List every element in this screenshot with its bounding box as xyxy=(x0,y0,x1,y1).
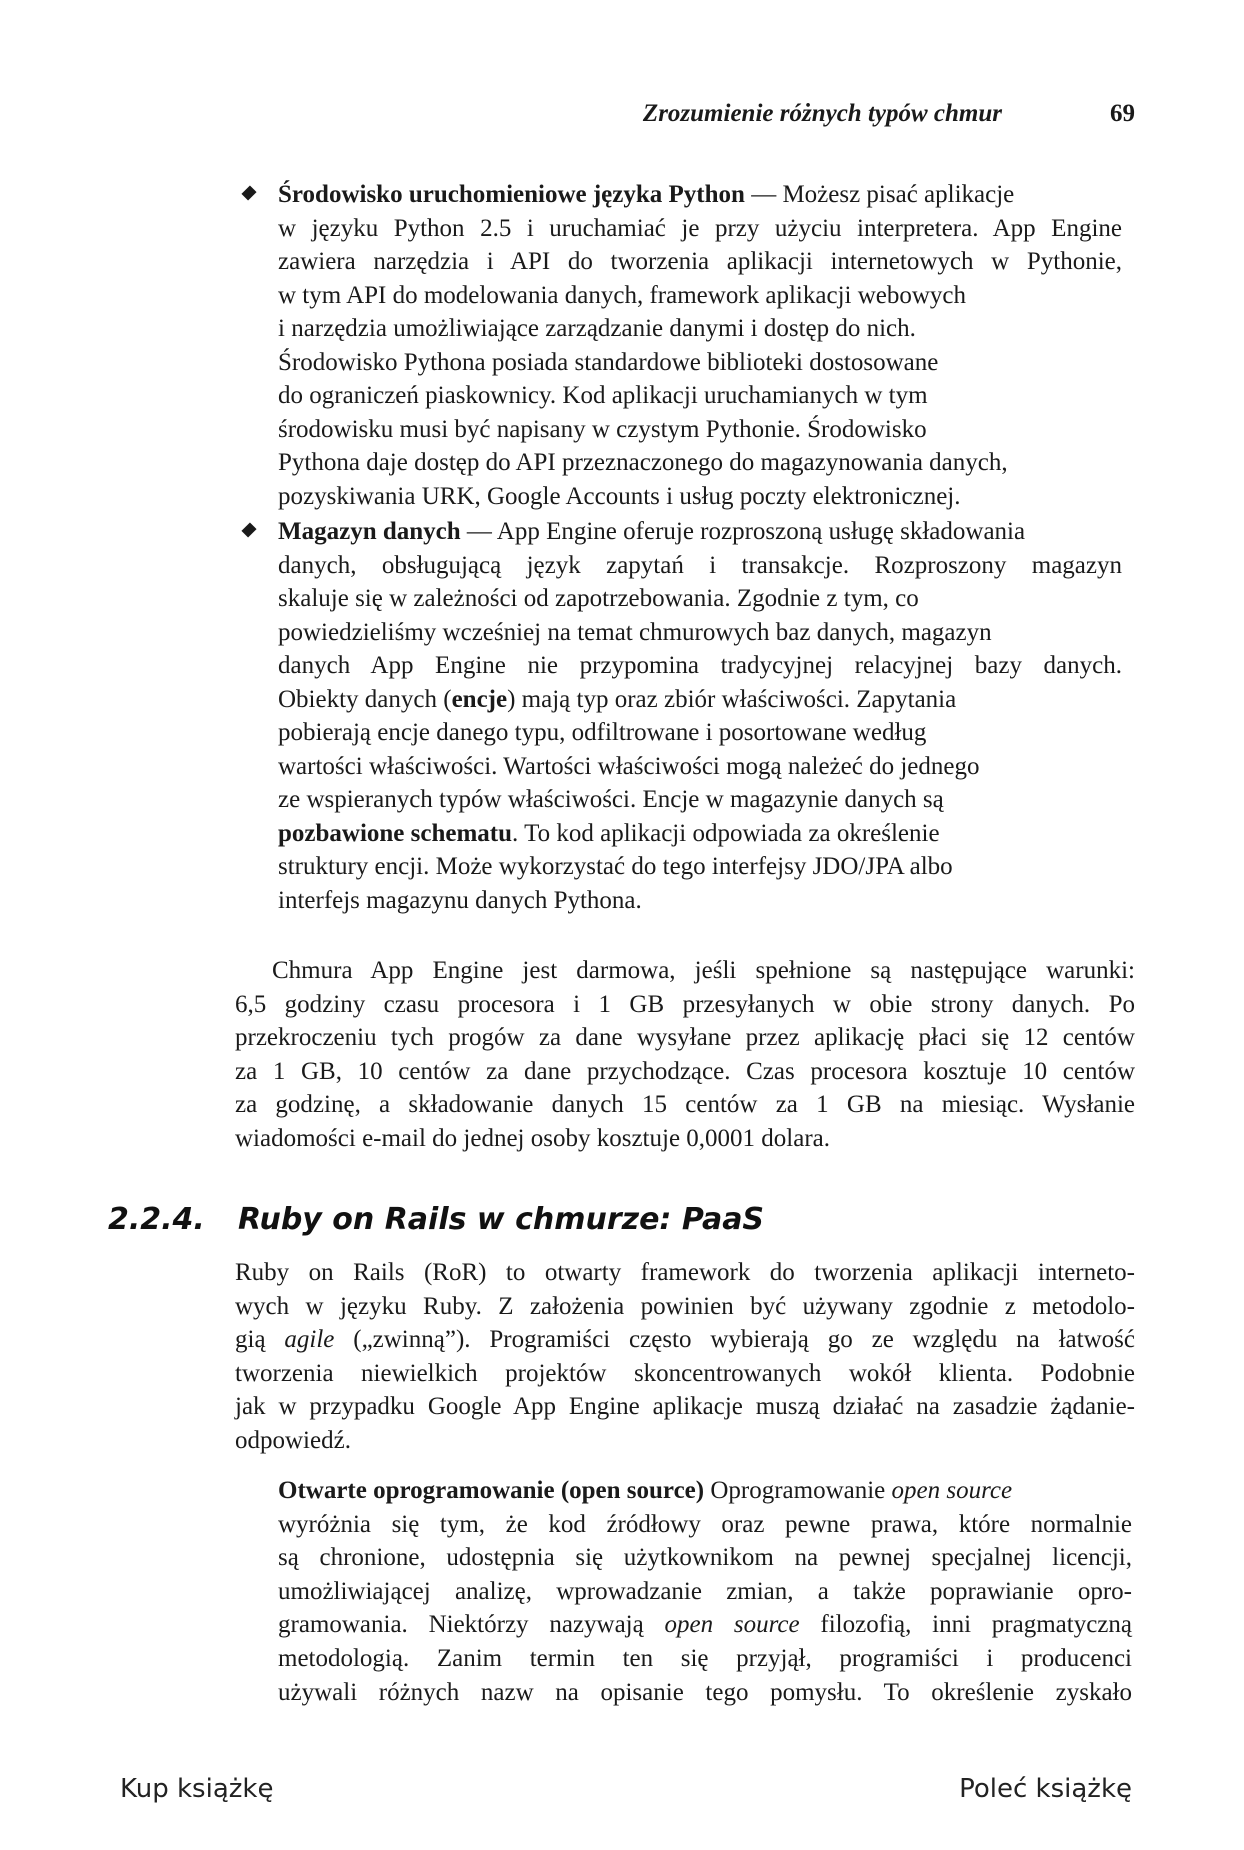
paragraph-line: wiadomości e-mail do jednej osoby kosztuje 0,0001 dolara. xyxy=(235,1124,831,1152)
bullet-text: w języku Python 2.5 i uruchamiać je przy użyciu interpretera. App Engine xyxy=(278,214,1122,242)
definition-text: umożliwiającej analizę, wprowadzanie zmian, a także poprawianie opro- xyxy=(278,1577,1132,1605)
bullet-text: pozyskiwania URK, Google Accounts i usług poczty elektronicznej. xyxy=(278,482,961,510)
bullet-datastore xyxy=(240,515,1122,917)
bullet-text: wartości właściwości. Wartości właściwości mogą należeć do jednego xyxy=(278,752,980,780)
paragraph-line: tworzenia niewielkich projektów skoncentrowanych wokół klienta. Podobnie xyxy=(235,1359,1135,1387)
bullet-python-runtime xyxy=(240,178,1122,513)
bullet-text: Środowisko Pythona posiada standardowe biblioteki dostosowane xyxy=(278,348,939,376)
bullet-text: do ograniczeń piaskownicy. Kod aplikacji uruchamianych w tym xyxy=(278,382,928,409)
diamond-bullet-icon xyxy=(241,522,256,537)
paragraph-line: Chmura App Engine jest darmowa, jeśli spełnione są następujące warunki: xyxy=(272,957,1135,984)
ror-paragraph xyxy=(235,1256,1135,1458)
pricing-paragraph xyxy=(235,954,1135,1156)
paragraph-line: za 1 GB, 10 centów za dane przychodzące. Czas procesora kosztuje 10 centów xyxy=(235,1057,1135,1085)
paragraph-line: gią xyxy=(235,1326,285,1354)
paragraph-line: jak w przypadku Google App Engine aplikacje muszą działać na zasadzie żądanie- xyxy=(235,1393,1135,1421)
section-number: 2.2.4. xyxy=(108,1202,205,1237)
bullet-text: skaluje się w zależności od zapotrzebowania. Zgodnie z tym, co xyxy=(278,585,919,612)
open-source-definition xyxy=(278,1474,1132,1709)
section-title: Ruby on Rails w chmurze: PaaS xyxy=(238,1202,765,1237)
bullet-text: — Możesz pisać aplikacje xyxy=(744,181,1015,208)
paragraph-line: odpowiedź. xyxy=(235,1426,351,1454)
definition-text: są chronione, udostępnia się użytkownikom na pewnej specjalnej licencji, xyxy=(278,1544,1132,1572)
bullet-lead: Magazyn danych xyxy=(278,518,461,545)
section-heading xyxy=(108,1202,764,1237)
paragraph-line: Ruby on Rails (RoR) to otwarty framework do tworzenia aplikacji interneto- xyxy=(235,1259,1135,1286)
bullet-text: danych, obsługującą język zapytań i transakcje. Rozproszony magazyn xyxy=(278,551,1122,579)
term-open-source: open source xyxy=(891,1477,1013,1504)
bullet-text: interfejs magazynu danych Pythona. xyxy=(278,886,642,914)
term-open-source: open source xyxy=(664,1611,800,1639)
definition-text: metodologią. Zanim termin ten się przyjął, programiści i producenci xyxy=(278,1644,1132,1672)
bullet-text: danych App Engine nie przypomina tradycyjnej relacyjnej bazy danych. xyxy=(278,652,1122,679)
definition-term: Otwarte oprogramowanie (open source) xyxy=(278,1477,705,1504)
bullet-text: ) mają typ oraz zbiór właściwości. Zapytania xyxy=(507,685,957,713)
paragraph-line: 6,5 godziny czasu procesora i 1 GB przesyłanych w obie strony danych. Po xyxy=(235,990,1135,1018)
bullet-text: Obiekty danych ( xyxy=(278,685,452,713)
bullet-text: środowisku musi być napisany w czystym Pythonie. Środowisko xyxy=(278,415,927,443)
page-number: 69 xyxy=(1110,100,1135,127)
definition-text: Oprogramowanie xyxy=(704,1477,892,1504)
paragraph-line: przekroczeniu tych progów za dane wysyłane przez aplikację płaci się 12 centów xyxy=(235,1024,1135,1052)
buy-book-link[interactable]: Kup książkę xyxy=(120,1774,274,1804)
bullet-text: Pythona daje dostęp do API przeznaczonego do magazynowania danych, xyxy=(278,449,1008,476)
diamond-bullet-icon xyxy=(241,185,256,200)
term-encje: encje xyxy=(451,685,508,713)
definition-text: gramowania. Niektórzy nazywają xyxy=(278,1611,665,1639)
running-header xyxy=(230,100,1135,128)
bullet-text: w tym API do modelowania danych, framework aplikacji webowych xyxy=(278,281,967,309)
bullet-text: ze wspieranych typów właściwości. Encje w magazynie danych są xyxy=(278,786,944,813)
bullet-text: powiedzieliśmy wcześniej na temat chmurowych baz danych, magazyn xyxy=(278,618,992,646)
paragraph-line: za godzinę, a składowanie danych 15 centów za 1 GB na miesiąc. Wysłanie xyxy=(235,1091,1135,1119)
chapter-title: Zrozumienie różnych typów chmur xyxy=(642,100,1002,127)
bullet-text: . To kod aplikacji odpowiada za określenie xyxy=(512,819,940,847)
paragraph-line: wych w języku Ruby. Z założenia powinien być używany zgodnie z metodolo- xyxy=(235,1292,1135,1320)
bullet-text: i narzędzia umożliwiające zarządzanie danymi i dostęp do nich. xyxy=(278,315,916,342)
definition-text: filozofią, inni pragmatyczną xyxy=(799,1611,1132,1639)
term-agile: agile xyxy=(284,1326,335,1354)
recommend-book-link[interactable]: Poleć książkę xyxy=(959,1774,1132,1804)
paragraph-line: („zwinną”). Programiści często wybierają go ze względu na łatwość xyxy=(334,1326,1135,1354)
bullet-text: — App Engine oferuje rozproszoną usługę składowania xyxy=(460,518,1026,545)
bullet-text: struktury encji. Może wykorzystać do tego interfejsy JDO/JPA albo xyxy=(278,853,953,880)
definition-text: używali różnych nazw na opisanie tego pomysłu. To określenie zyskało xyxy=(278,1678,1132,1706)
bullet-text: zawiera narzędzia i API do tworzenia aplikacji internetowych w Pythonie, xyxy=(278,248,1122,275)
definition-text: wyróżnia się tym, że kod źródłowy oraz pewne prawa, które normalnie xyxy=(278,1510,1132,1538)
term-schemaless: pozbawione schematu xyxy=(278,819,513,847)
bullet-list xyxy=(240,178,1122,917)
bullet-text: pobierają encje danego typu, odfiltrowane i posortowane według xyxy=(278,719,927,746)
bullet-lead: Środowisko uruchomieniowe języka Python xyxy=(278,181,745,208)
